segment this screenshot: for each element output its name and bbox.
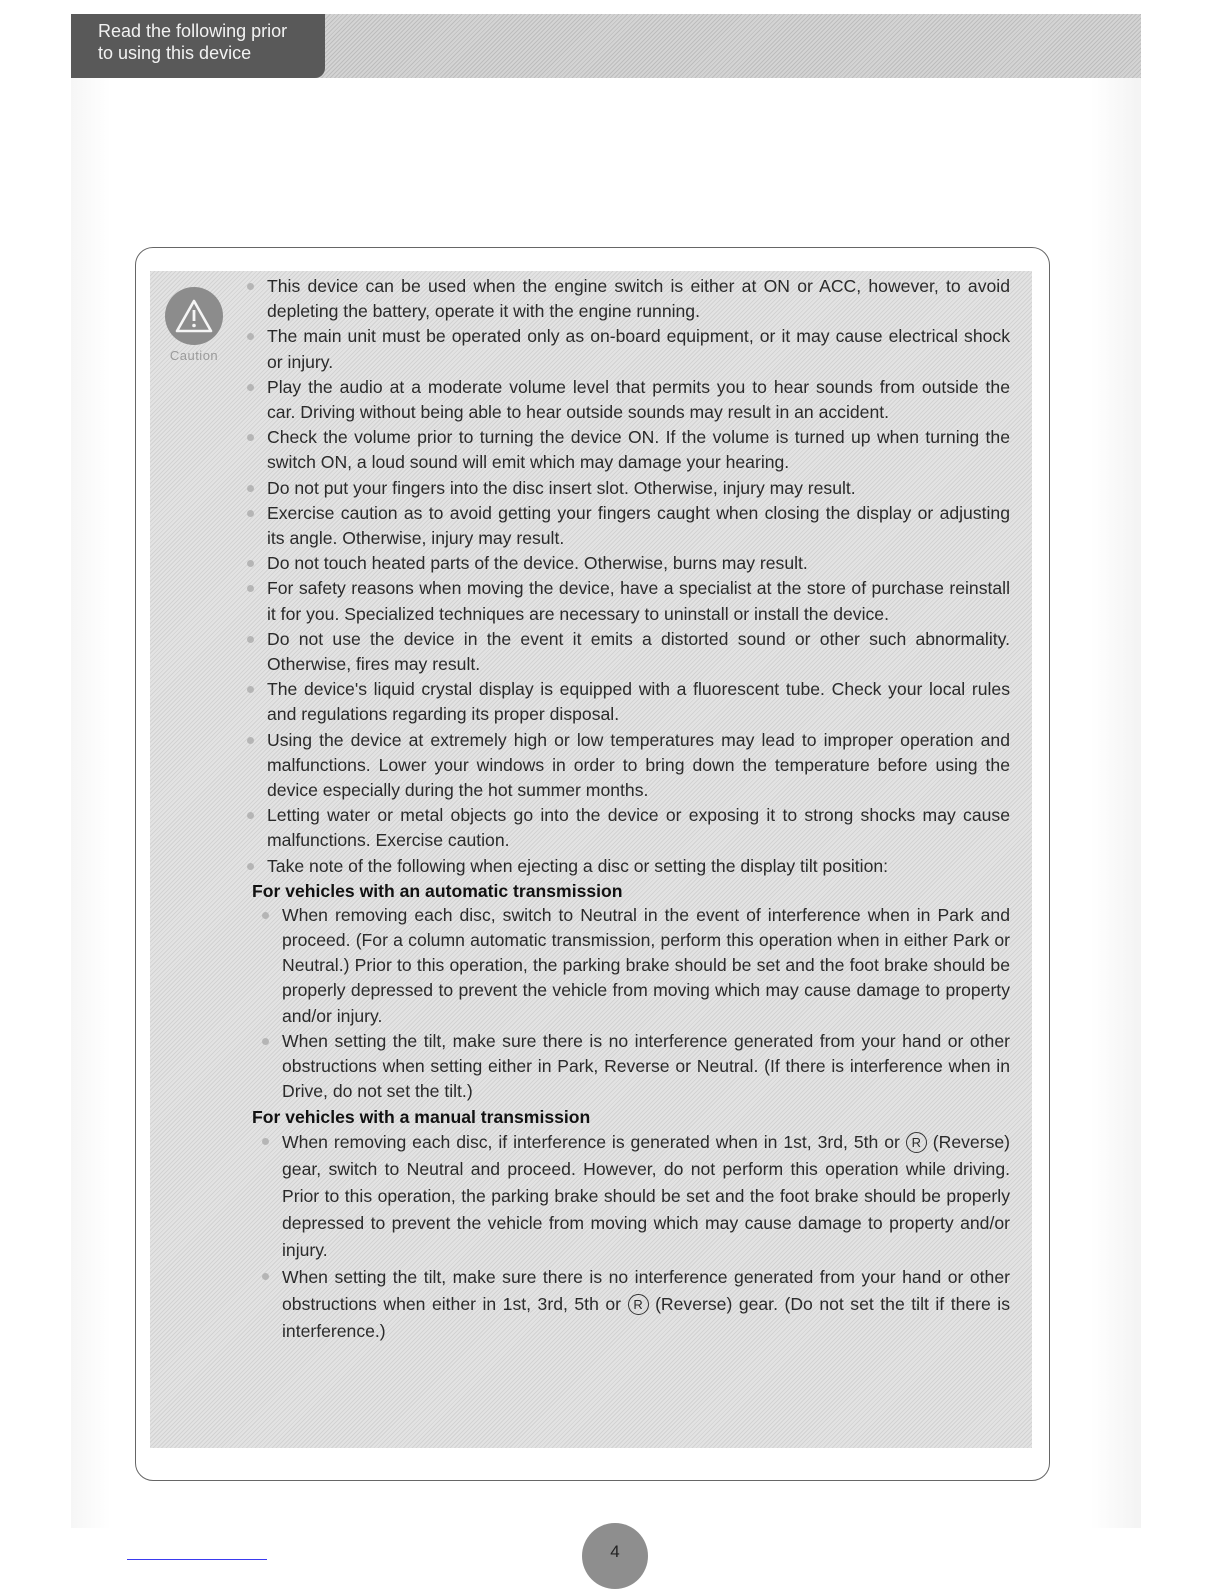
manual-item-text: (Reverse) gear, switch to Neutral and proceed. However, do not perform this operation while driving. Prior to this operation, the parking brake should be set and the foot brake should be properly depressed to prevent the vehicle from moving which may cause damage to property and/or injury. bbox=[282, 1131, 1011, 1260]
manual-item bbox=[259, 1129, 1010, 1264]
caution-label: Caution bbox=[169, 348, 219, 363]
section-tab-line-2: to using this device bbox=[98, 43, 252, 63]
manual-item bbox=[259, 1264, 1010, 1345]
footer-rule bbox=[127, 1559, 267, 1560]
caution-item: The device's liquid crystal display is equipped with a fluorescent tube. Check your local rules and regulations regarding its proper disposal. bbox=[244, 677, 1010, 727]
reverse-gear-symbol: R bbox=[906, 1132, 927, 1153]
caution-item: Do not use the device in the event it emits a distorted sound or other such abnormality. Otherwise, fires may result. bbox=[244, 627, 1010, 677]
caution-item: The main unit must be operated only as on-board equipment, or it may cause electrical shock or injury. bbox=[244, 324, 1010, 374]
caution-item: Using the device at extremely high or low temperatures may lead to improper operation and malfunctions. Lower your windows in order to bring down the temperature before using the device especially during the hot summer months. bbox=[244, 728, 1010, 804]
caution-item: Do not touch heated parts of the device. Otherwise, burns may result. bbox=[244, 551, 1010, 576]
section-tab bbox=[71, 14, 325, 78]
page-number: 4 bbox=[582, 1523, 648, 1589]
caution-item: Take note of the following when ejecting a disc or setting the display tilt position: bbox=[244, 854, 1010, 879]
section-tab-line-1: Read the following prior bbox=[98, 21, 288, 41]
caution-item: Exercise caution as to avoid getting your fingers caught when closing the display or adjusting its angle. Otherwise, injury may result. bbox=[244, 501, 1010, 551]
automatic-item: When removing each disc, switch to Neutral in the event of interference when in Park and proceed. (For a column automatic transmission, perform this operation when in either Park or Neutral.) Prior to this operation, the parking brake should be set and the foot brake should be properly depressed to prevent the vehicle from moving which may cause damage to property and/or injury. bbox=[259, 903, 1010, 1029]
caution-item: Play the audio at a moderate volume level that permits you to hear sounds from outside the car. Driving without being able to hear outside sounds may result in an accident. bbox=[244, 375, 1010, 425]
caution-content bbox=[244, 274, 1010, 1345]
reverse-gear-symbol: R bbox=[628, 1294, 649, 1315]
automatic-item: When setting the tilt, make sure there is no interference generated from your hand or other obstructions when setting either in Park, Reverse or Neutral. (If there is interference when in Drive, do not set the tilt.) bbox=[259, 1029, 1010, 1105]
warning-triangle-icon bbox=[165, 287, 223, 345]
caution-item: Letting water or metal objects go into the device or exposing it to strong shocks may cause malfunctions. Exercise caution. bbox=[244, 803, 1010, 853]
manual-item-text: When removing each disc, if interference is generated when in 1st, 3rd, 5th or bbox=[282, 1131, 900, 1152]
manual-transmission-heading: For vehicles with a manual transmission bbox=[252, 1106, 591, 1127]
caution-item: This device can be used when the engine switch is either at ON or ACC, however, to avoid depleting the battery, operate it with the engine running. bbox=[244, 274, 1010, 324]
caution-badge bbox=[163, 287, 225, 367]
manual-item-text: When setting the tilt, make sure there is no interference generated from your hand or other obstructions when either in 1st, 3rd, 5th or bbox=[282, 1266, 1010, 1314]
caution-item: Check the volume prior to turning the device ON. If the volume is turned up when turning the switch ON, a loud sound will emit which may damage your hearing. bbox=[244, 425, 1010, 475]
caution-item: For safety reasons when moving the device, have a specialist at the store of purchase reinstall it for you. Specialized techniques are necessary to uninstall or install the device. bbox=[244, 576, 1010, 626]
caution-item: Do not put your fingers into the disc insert slot. Otherwise, injury may result. bbox=[244, 476, 1010, 501]
automatic-transmission-heading: For vehicles with an automatic transmission bbox=[252, 880, 623, 901]
manual-item-text: (Reverse) gear. (Do not set the tilt if there is interference.) bbox=[282, 1293, 1011, 1341]
